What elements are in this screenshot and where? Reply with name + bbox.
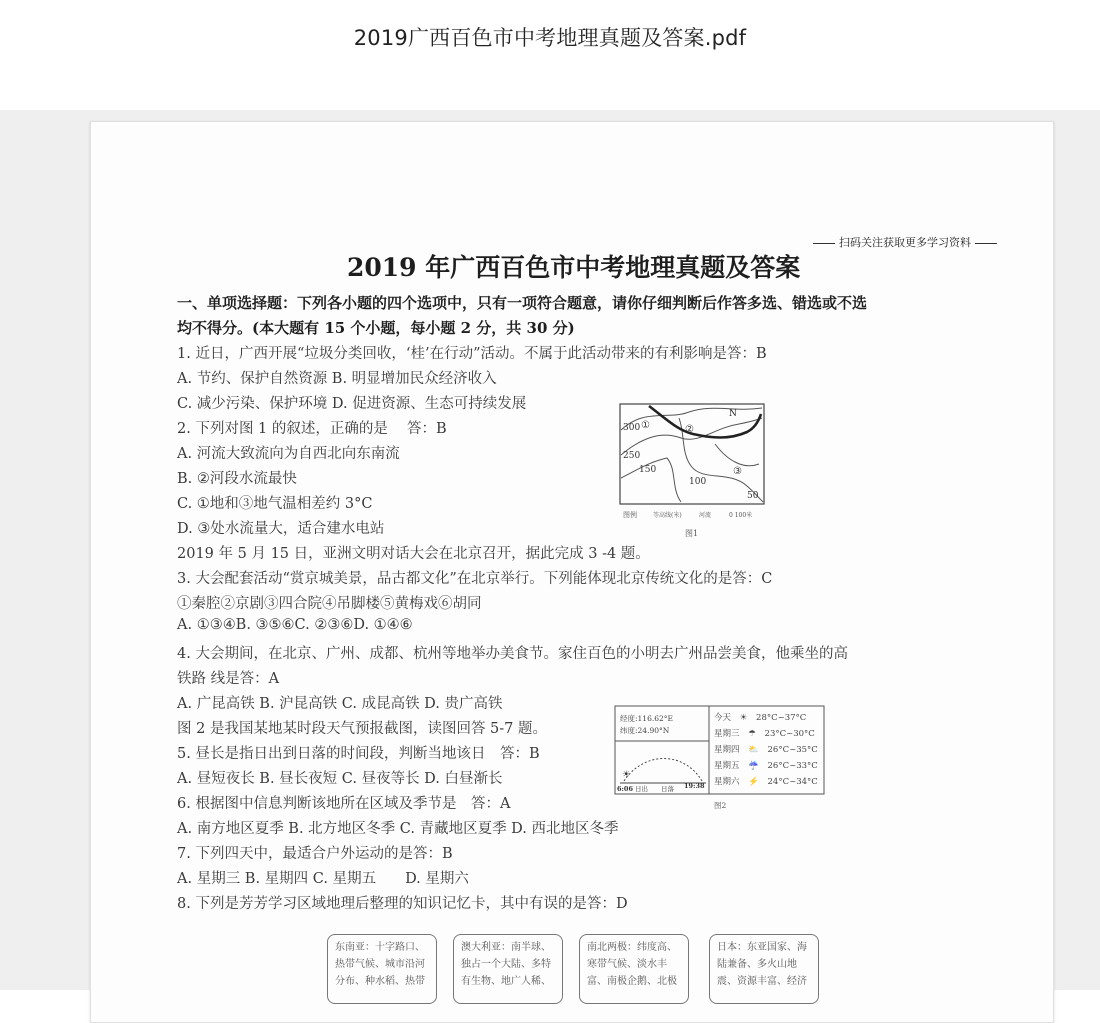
document-title: 2019 年广西百色市中考地理真题及答案 bbox=[347, 253, 801, 282]
q1-options-ab: A. 节约、保护自然资源 B. 明显增加民众经济收入 bbox=[177, 371, 497, 387]
legend-contour: 等高线(米) bbox=[653, 512, 682, 519]
latitude: 纬度:24.90°N bbox=[620, 726, 670, 735]
figure-caption: 图2 bbox=[714, 801, 727, 810]
contour-label: 250 bbox=[623, 451, 641, 461]
q2-option-d: D. ③处水流量大，适合建水电站 bbox=[177, 521, 385, 537]
contour-label: 150 bbox=[639, 465, 657, 475]
file-title: 2019广西百色市中考地理真题及答案.pdf bbox=[353, 26, 747, 50]
q3-items: ①秦腔②京剧③四合院④吊脚楼⑤黄梅戏⑥胡同 bbox=[177, 596, 482, 612]
q7-options: A. 星期三 B. 星期四 C. 星期五 D. 星期六 bbox=[177, 871, 469, 887]
section-heading-cont: 均不得分。(本大题有 15 个小题，每小题 2 分，共 30 分) bbox=[177, 319, 575, 337]
sunrise-label: 日出 bbox=[635, 785, 648, 793]
contour-map bbox=[619, 400, 769, 542]
sunset-time: 19:38 bbox=[684, 782, 705, 790]
longitude: 经度:116.62°E bbox=[620, 714, 673, 723]
question-2: 2. 下列对图 1 的叙述，正确的是 答：B bbox=[177, 421, 447, 437]
figure-2 bbox=[614, 705, 826, 813]
q6-options: A. 南方地区夏季 B. 北方地区冬季 C. 青藏地区夏季 D. 西北地区冬季 bbox=[177, 821, 619, 837]
sunset-label: 日落 bbox=[661, 785, 674, 793]
site-label: ③ bbox=[733, 466, 742, 477]
passage-3-4: 2019 年 5 月 15 日，亚洲文明对话大会在北京召开，据此完成 3 -4 题。 bbox=[177, 546, 650, 562]
q5-options: A. 昼短夜长 B. 昼长夜短 C. 昼夜等长 D. 白昼渐长 bbox=[177, 771, 503, 787]
q4-options: A. 广昆高铁 B. 沪昆高铁 C. 成昆高铁 D. 贵广高铁 bbox=[177, 696, 503, 712]
question-4-cont: 铁路 线是答：A bbox=[177, 671, 280, 687]
knowledge-card-southeast-asia: 东南亚：十字路口、热带气候、城市沿河分布、种水稻、热带 bbox=[327, 934, 437, 1004]
sun-cloud-icon: ⛅ bbox=[748, 745, 759, 755]
question-6: 6. 根据图中信息判断该地所在区域及季节是 答：A bbox=[177, 796, 511, 812]
q1-options-cd: C. 减少污染、保护环境 D. 促进资源、生态可持续发展 bbox=[177, 396, 527, 412]
contour-label: 100 bbox=[689, 477, 707, 487]
corner-note bbox=[809, 234, 1001, 250]
sun-position-icon: ☀ bbox=[622, 770, 631, 780]
question-7: 7. 下列四天中，最适合户外运动的是答：B bbox=[177, 846, 453, 862]
sunrise-time: 6:06 bbox=[617, 785, 633, 793]
forecast-row: 星期五 ☔ 26°C~33°C bbox=[714, 761, 818, 771]
knowledge-card-japan: 日本：东亚国家、海陆兼备、多火山地震、资源丰富、经济 bbox=[709, 934, 819, 1004]
corner-note-text: 扫码关注获取更多学习资料 bbox=[839, 236, 971, 249]
contour-label: 50 bbox=[747, 491, 759, 501]
thunder-icon: ⚡ bbox=[748, 777, 759, 787]
site-label: ② bbox=[685, 424, 694, 435]
q2-option-c: C. ①地和③地气温相差约 3°C bbox=[177, 496, 373, 512]
question-4: 4. 大会期间，在北京、广州、成都、杭州等地举办美食节。家住百色的小明去广州品尝美食，他乘坐的高 bbox=[177, 646, 848, 662]
figure2-intro: 图 2 是我国某地某时段天气预报截图，读图回答 5-7 题。 bbox=[177, 721, 548, 737]
q3-options: A. ①③④B. ③⑤⑥C. ②③⑥D. ①④⑥ bbox=[177, 617, 413, 633]
legend-title: 图例 bbox=[623, 511, 637, 519]
site-label: ① bbox=[641, 420, 650, 431]
q2-option-b: B. ②河段水流最快 bbox=[177, 471, 297, 487]
section-heading: 一、单项选择题：下列各小题的四个选项中，只有一项符合题意，请你仔细判断后作答多选、错选或不选 bbox=[177, 294, 868, 312]
dash-right bbox=[975, 243, 997, 244]
dash-left bbox=[813, 243, 835, 244]
north-arrow-icon: N bbox=[729, 409, 737, 419]
rain-umbrella-icon: ☂ bbox=[748, 729, 756, 739]
q2-option-a: A. 河流大致流向为自西北向东南流 bbox=[177, 446, 400, 462]
question-1: 1. 近日，广西开展“垃圾分类回收，‘桂’在行动”活动。不属于此活动带来的有利影响是答：B bbox=[177, 346, 767, 362]
forecast-row: 星期三 ☂ 23°C~30°C bbox=[714, 729, 815, 739]
viewer-header bbox=[0, 0, 1100, 110]
knowledge-card-australia: 澳大利亚：南半球、独占一个大陆、多特有生物、地广人稀、 bbox=[453, 934, 563, 1004]
forecast-row: 星期四 ⛅ 26°C~35°C bbox=[714, 745, 818, 755]
forecast-row: 星期六 ⚡ 24°C~34°C bbox=[714, 777, 818, 787]
scale-bar: 0 100米 bbox=[729, 512, 753, 519]
forecast-row: 今天 ☀ 28°C~37°C bbox=[714, 713, 807, 723]
question-5: 5. 昼长是指日出到日落的时间段，判断当地该日 答：B bbox=[177, 746, 540, 762]
contour-label: 300 bbox=[623, 423, 641, 433]
pdf-page bbox=[90, 121, 1054, 1023]
figure-1 bbox=[619, 400, 769, 542]
cloud-rain-icon: ☔ bbox=[748, 761, 759, 771]
sun-icon: ☀ bbox=[739, 713, 748, 723]
knowledge-card-polar: 南北两极：纬度高、寒带气候、淡水丰富、南极企鹅、北极 bbox=[579, 934, 689, 1004]
question-3: 3. 大会配套活动“赏京城美景，品古都文化”在北京举行。下列能体现北京传统文化的是答：C bbox=[177, 571, 773, 587]
figure-caption: 图1 bbox=[685, 529, 699, 538]
legend-river: 河流 bbox=[699, 512, 712, 519]
question-8: 8. 下列是芳芳学习区域地理后整理的知识记忆卡，其中有误的是答：D bbox=[177, 896, 628, 912]
